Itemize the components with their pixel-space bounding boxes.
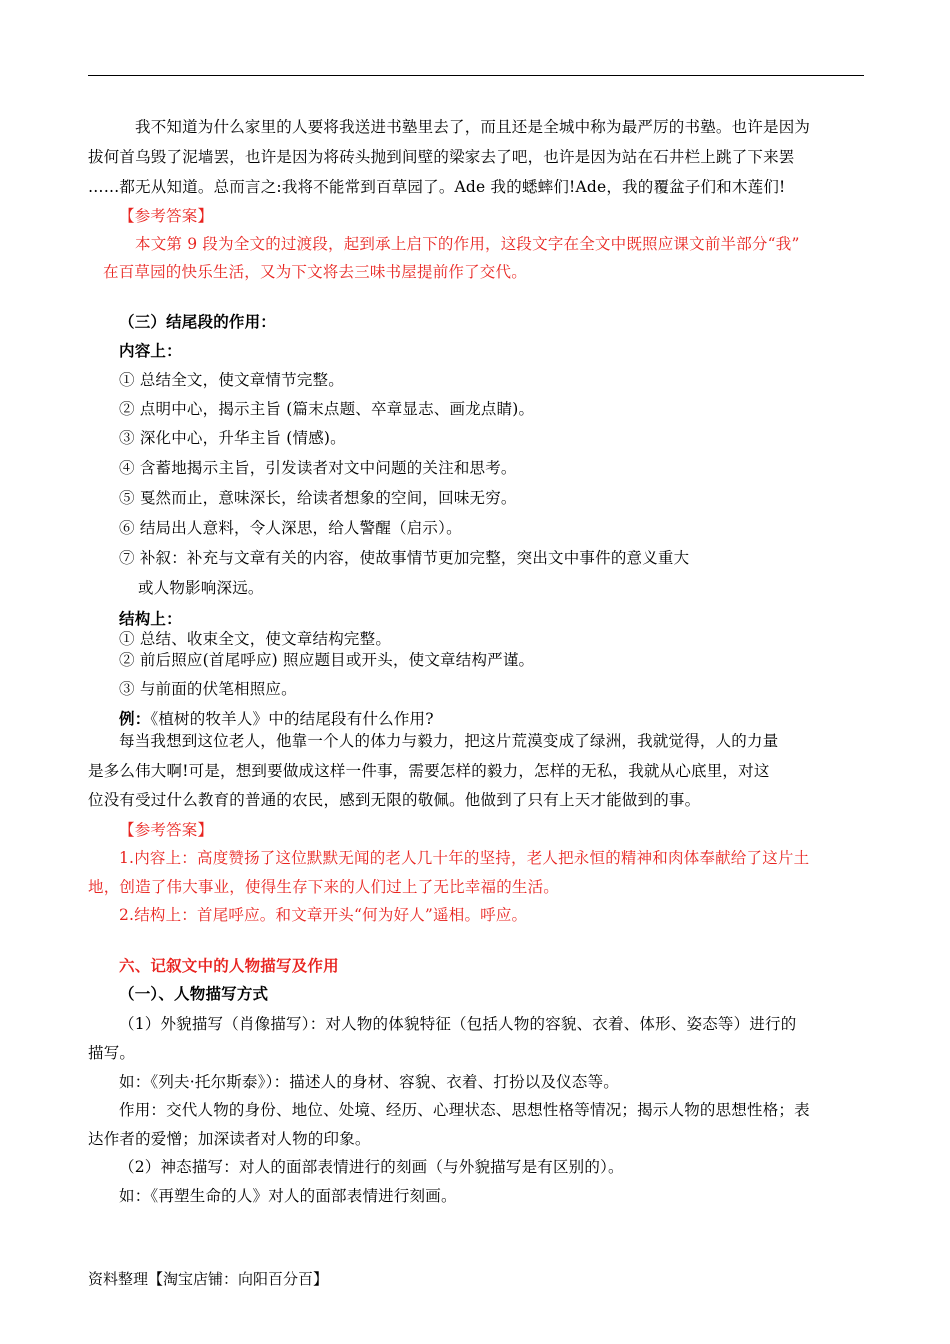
content-item: ⑦ 补叙：补充与文章有关的内容，使故事情节更加完整，突出文中事件的意义重大 [119, 549, 690, 567]
content-item: ④ 含蓄地揭示主旨，引发读者对文中问题的关注和思考。 [119, 459, 517, 477]
content-heading: 内容上： [119, 342, 182, 360]
content-item: ⑤ 戛然而止，意味深长，给读者想象的空间，回味无穷。 [119, 489, 517, 507]
content-item: ① 总结全文，使文章情节完整。 [119, 371, 344, 389]
answer-line: 1.内容上：高度赞扬了这位默默无闻的老人几十年的坚持，老人把永恒的精神和肉体奉献给了这片土 [119, 849, 810, 867]
passage-line: ……都无从知道。总而言之:我将不能常到百草园了。Ade 我的蟋蟀们!Ade，我的覆盆子们和木莲们! [88, 178, 786, 196]
answer-label: 【参考答案】 [119, 821, 214, 839]
section-heading: （三）结尾段的作用： [119, 313, 277, 331]
body-line: 描写。 [88, 1044, 136, 1062]
section6-heading: 六、记叙文中的人物描写及作用 [119, 957, 339, 975]
answer-line: 2.结构上：首尾呼应。和文章开头“何为好人”遥相。呼应。 [119, 906, 528, 924]
example-question: 《植树的牧羊人》中的结尾段有什么作用? [150, 710, 434, 728]
structure-item: ① 总结、收束全文，使文章结构完整。 [119, 630, 392, 648]
body-line: 如：《列夫·托尔斯泰》）：描述人的身材、容貌、衣着、打扮以及仪态等。 [119, 1073, 619, 1091]
example-text: 位没有受过什么教育的普通的农民，感到无限的敬佩。他做到了只有上天才能做到的事。 [88, 791, 701, 809]
example-label: 例： [119, 710, 151, 728]
body-line: 达作者的爱憎；加深读者对人物的印象。 [88, 1130, 371, 1148]
body-line: （2）神态描写：对人的面部表情进行的刻画（与外貌描写是有区别的）。 [119, 1158, 624, 1176]
content-item: 或人物影响深远。 [138, 579, 264, 597]
sub1-heading: （一）、人物描写方式 [119, 985, 269, 1003]
body-line: 作用：交代人物的身份、地位、处境、经历、心理状态、思想性格等情况；揭示人物的思想性格；表 [119, 1101, 810, 1119]
answer-line: 在百草园的快乐生活，又为下文将去三味书屋提前作了交代。 [103, 263, 527, 281]
answer-label: 【参考答案】 [119, 207, 214, 225]
structure-heading: 结构上： [119, 610, 182, 628]
answer-line: 本文第 9 段为全文的过渡段，起到承上启下的作用，这段文字在全文中既照应课文前半部分“我” [135, 235, 800, 253]
passage-line: 我不知道为什么家里的人要将我送进书塾里去了，而且还是全城中称为最严厉的书塾。也许是因为 [135, 118, 811, 136]
example-line [119, 709, 434, 729]
content-item: ② 点明中心，揭示主旨 (篇末点题、卒章显志、画龙点睛)。 [119, 400, 535, 418]
example-text: 每当我想到这位老人，他靠一个人的体力与毅力，把这片荒漠变成了绿洲，我就觉得，人的力量 [119, 732, 779, 750]
content-item: ③ 深化中心，升华主旨 (情感)。 [119, 429, 346, 447]
content-item: ⑥ 结局出人意料，令人深思，给人警醒（启示）。 [119, 519, 462, 537]
footer-text: 资料整理【淘宝店铺：向阳百分百】 [88, 1270, 329, 1288]
passage-line: 拔何首乌毁了泥墙罢，也许是因为将砖头抛到间壁的梁家去了吧，也许是因为站在石井栏上跳了下来罢 [88, 148, 795, 166]
answer-line: 地，创造了伟大事业，使得生存下来的人们过上了无比幸福的生活。 [88, 878, 560, 896]
body-line: （1）外貌描写（肖像描写）：对人物的体貌特征（包括人物的容貌、衣着、体形、姿态等）进行的 [119, 1015, 797, 1033]
example-text: 是多么伟大啊!可是，想到要做成这样一件事，需要怎样的毅力，怎样的无私，我就从心底里，对这 [88, 762, 770, 780]
body-line: 如：《再塑生命的人》对人的面部表情进行刻画。 [119, 1187, 457, 1205]
structure-item: ③ 与前面的伏笔相照应。 [119, 680, 297, 698]
header-rule [88, 75, 864, 76]
structure-item: ② 前后照应(首尾呼应) 照应题目或开头，使文章结构严谨。 [119, 651, 535, 669]
